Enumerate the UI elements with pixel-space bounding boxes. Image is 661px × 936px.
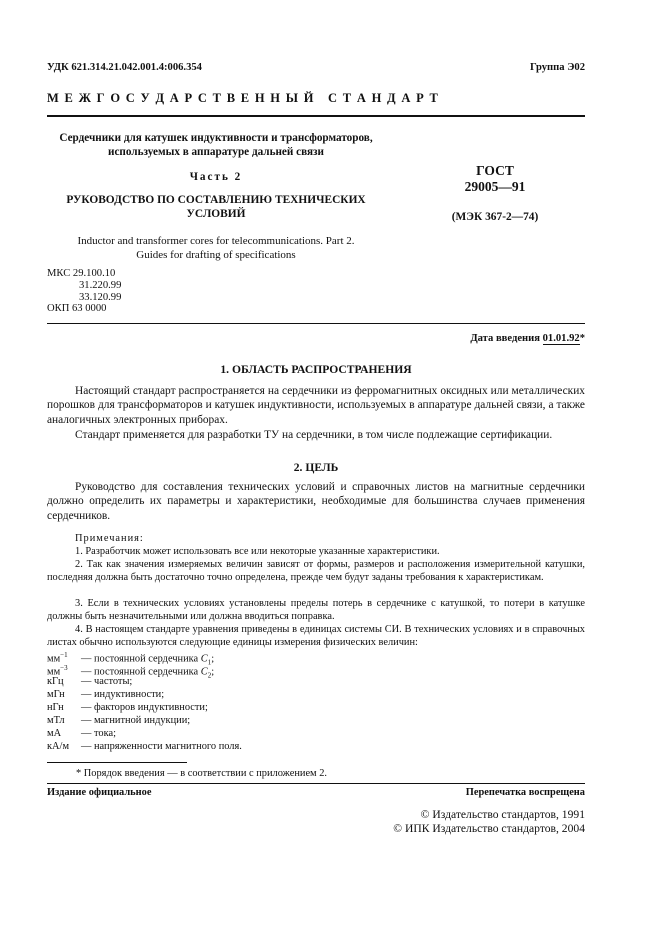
- unit-row: [47, 688, 164, 701]
- section-2-heading: 2. ЦЕЛЬ: [293, 461, 339, 474]
- unit-description: — постоянной сердечника: [81, 653, 201, 665]
- footnote: * Порядок введения — в соответствии с приложением 2.: [76, 768, 328, 779]
- section-1-paragraph-2: Стандарт применяется для разработки ТУ на сердечники, в том числе подлежащие сертификации.: [75, 429, 553, 441]
- unit-row: [47, 675, 132, 688]
- english-line-1: Inductor and transformer cores for telecommunications. Part 2.: [77, 235, 355, 247]
- unit-description: — тока;: [81, 728, 116, 739]
- main-title-line-1: РУКОВОДСТВО ПО СОСТАВЛЕНИЮ ТЕХНИЧЕСКИХ: [66, 194, 366, 206]
- mks-code-3: 33.120.99: [79, 291, 122, 303]
- unit-subscript: 1: [207, 658, 212, 667]
- section-1-heading: 1. ОБЛАСТЬ РАСПРОСТРАНЕНИЯ: [220, 363, 412, 376]
- note-3: 3. Если в технических условиях установлены пределы потерь в сердечнике с катушкой, то потери в катушке должны быть незначительными или должна вводиться поправка.: [47, 598, 585, 622]
- unit-row: [47, 701, 208, 714]
- english-line-2: Guides for drafting of specifications: [136, 249, 296, 261]
- unit-variable: C: [200, 666, 208, 678]
- unit-symbol: мм: [47, 653, 61, 665]
- note-2: 2. Так как значения измеряемых величин зависят от формы, размеров и расположения измерительной катушки, последняя должна быть достаточно точно определена, прежде чем будут заданы требования к характеристикам.: [47, 559, 585, 583]
- group-code: Группа Э02: [529, 62, 585, 73]
- title-russian: [47, 131, 385, 159]
- okp-code: ОКП 63 0000: [47, 303, 107, 315]
- standard-banner: М Е Ж Г О С У Д А Р С Т В Е Н Н Ы Й С Т А Н Д А Р Т: [47, 91, 440, 105]
- date-footnote-mark: *: [579, 333, 585, 344]
- main-title-line-2: УСЛОВИЙ: [186, 207, 246, 220]
- unit-description: — напряженности магнитного поля.: [81, 741, 242, 752]
- unit-tail: ;: [211, 666, 215, 678]
- unit-description: — факторов индуктивности;: [81, 702, 208, 713]
- unit-symbol: мм: [47, 666, 61, 678]
- unit-row: [47, 727, 116, 740]
- udk-code: УДК 621.314.21.042.001.4:006.354: [47, 62, 202, 73]
- unit-symbol: кА/м: [47, 741, 70, 752]
- unit-exponent: −3: [60, 664, 68, 672]
- gost-block: [430, 163, 560, 195]
- official-edition: Издание официальное: [47, 787, 152, 798]
- unit-description: — индуктивности;: [81, 689, 165, 700]
- footer-rule: [47, 783, 585, 784]
- unit-symbol: мГн: [47, 689, 65, 700]
- classification-codes: [47, 268, 121, 315]
- unit-symbol: кГц: [47, 676, 64, 687]
- unit-description: — постоянной сердечника: [81, 666, 201, 678]
- unit-symbol: мА: [47, 728, 62, 739]
- copyright-block: [393, 808, 585, 836]
- note-1: 1. Разработчик может использовать все или некоторые указанные характеристики.: [75, 546, 440, 557]
- header-rule: [47, 115, 585, 117]
- date-value: 01.01.92: [542, 333, 580, 344]
- section-1-paragraph-1: Настоящий стандарт распространяется на сердечники из ферромагнитных оксидных или металлических порошков для трансформаторов и катушек индуктивности, используемых в аппаратуре дальней связи, а также аналогичных электронных приборах.: [47, 385, 585, 426]
- iec-number: (МЭК 367-2—74): [451, 211, 539, 223]
- unit-description: — частоты;: [81, 676, 133, 687]
- gost-number: 29005—91: [464, 179, 526, 194]
- effective-date: [470, 333, 585, 344]
- unit-symbol: нГн: [47, 702, 64, 713]
- unit-exponent: −1: [60, 651, 68, 659]
- note-4: 4. В настоящем стандарте уравнения приведены в единицах системы СИ. В технических условиях и в справочных листах обычно используются следующие единицы измерения физических величин:: [47, 624, 585, 648]
- mks-code-2: 31.220.99: [79, 279, 122, 291]
- gost-label: ГОСТ: [476, 163, 514, 178]
- section-2-paragraph-1: Руководство для составления технических условий и справочных листов на магнитные сердечники должно определить их параметры и характеристики, необходимые для большинства случаев применения сердечников.: [47, 481, 585, 522]
- unit-row: [47, 714, 190, 727]
- codes-rule: [47, 323, 585, 324]
- unit-description: — магнитной индукции;: [81, 715, 191, 726]
- mks-code-1: МКС 29.100.10: [47, 268, 116, 279]
- footnote-rule: [47, 762, 187, 763]
- unit-row: [47, 740, 242, 753]
- unit-tail: ;: [211, 653, 215, 665]
- reprint-prohibited: Перепечатка воспрещена: [465, 787, 585, 798]
- title-line-2: используемых в аппаратуре дальней связи: [108, 146, 324, 158]
- date-label: Дата введения: [470, 333, 540, 344]
- title-english: [47, 234, 385, 262]
- copyright-2004: © ИПК Издательство стандартов, 2004: [393, 822, 585, 835]
- main-title: [47, 194, 385, 221]
- title-line-1: Сердечники для катушек индуктивности и трансформаторов,: [59, 132, 373, 144]
- unit-symbol: мТл: [47, 715, 65, 726]
- notes-title: Примечания:: [75, 533, 144, 544]
- copyright-1991: © Издательство стандартов, 1991: [420, 808, 585, 821]
- unit-subscript: 2: [207, 671, 212, 680]
- part-label: Часть 2: [189, 171, 243, 183]
- unit-variable: C: [200, 653, 208, 665]
